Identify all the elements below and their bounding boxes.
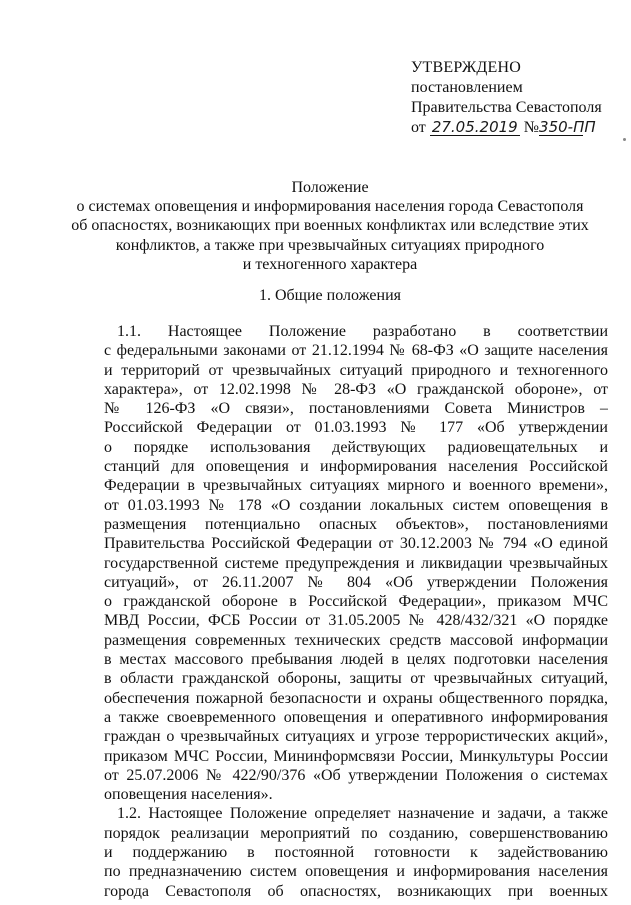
paragraph-line: ситуаций», от 26.11.2007 № 804 «Об утверждении Положения <box>104 573 608 591</box>
paragraph-line: государственной системе предупреждения и ликвидации чрезвычайных <box>104 554 608 572</box>
paragraph-line: МВД России, ФСБ России от 31.05.2005 № 428/432/321 «О порядке <box>104 612 608 630</box>
paragraph-line: № 126-ФЗ «О связи», постановлениями Совета Министров – <box>104 400 608 418</box>
paragraph-line: станций для оповещения и информирования населения Российской <box>104 458 608 476</box>
title-line: об опасностях, возникающих при военных конфликтах или вследствие этих <box>71 217 589 235</box>
paragraph-line: в местах массового пребывания людей в целях подготовки населения <box>104 651 608 669</box>
approval-block <box>411 58 602 138</box>
paragraph-line: в области гражданской обороны, защиты от чрезвычайных ситуаций, <box>104 670 608 688</box>
paragraph-line: размещения потенциально опасных объектов», постановлениями <box>104 515 608 533</box>
paragraph-line: размещения современных технических средств массовой информации <box>104 631 608 649</box>
paragraph-line: от 01.03.1993 № 178 «О создании локальных систем оповещения в <box>104 496 608 514</box>
body-text <box>104 322 608 901</box>
paragraph-line: Правительства Российской Федерации от 30.12.2003 № 794 «О единой <box>104 535 608 553</box>
handwritten-number: 350-ПП <box>539 118 596 136</box>
paragraph-line: Федерации в чрезвычайных ситуациях мирного и военного времени», <box>104 477 608 495</box>
section-heading: 1. Общие положения <box>258 287 402 304</box>
paragraph-line: граждан о чрезвычайных ситуациях и угрозе террористических акций», <box>104 728 608 746</box>
number-prefix: № <box>523 119 540 136</box>
paragraph-line: 1.2. Настоящее Положение определяет назначение и задачи, а также <box>117 805 608 823</box>
paragraph-line: от 25.07.2006 № 422/90/376 «Об утверждении Положения о системах <box>104 766 608 784</box>
paragraph-line: города Севастополя об опасностях, возникающих при военных <box>104 882 608 900</box>
paragraph-line: и поддержанию в постоянной готовности к задействованию <box>104 844 608 862</box>
paragraph-line: приказом МЧС России, Мининформсвязи России, Минкультуры России <box>104 747 608 765</box>
paragraph-line: о гражданской обороне в Российской Федерации», приказом МЧС <box>104 593 608 611</box>
approval-date-line <box>411 118 602 138</box>
paragraph-line: о порядке использования действующих радиовещательных и <box>104 438 608 456</box>
title-line: о системах оповещения и информирования населения города Севастополя <box>76 198 584 216</box>
paragraph-line: и территорий от чрезвычайных ситуаций природного и техногенного <box>104 361 608 379</box>
paragraph-line: обеспечения пожарной безопасности и охраны общественного порядка, <box>104 689 608 707</box>
approval-line-2: Правительства Севастополя <box>411 99 602 116</box>
paragraph-line: характера», от 12.02.1998 № 28-ФЗ «О гражданской обороне», от <box>104 380 608 398</box>
paragraph-line: по предназначению систем оповещения и информирования населения <box>104 863 608 881</box>
paragraph-line: Российской Федерации от 01.03.1993 № 177 «Об утверждении <box>104 419 608 437</box>
title-line: и техногенного характера <box>242 255 418 273</box>
approval-heading: УТВЕРЖДЕНО <box>411 59 522 76</box>
paragraph-line: порядок реализации мероприятий по созданию, совершенствованию <box>104 824 608 842</box>
title-line: конфликтов, а также при чрезвычайных ситуациях природного <box>115 236 545 254</box>
paragraph-line: а также своевременного оповещения и оперативного информирования <box>104 708 608 726</box>
paragraph-line: оповещения населения». <box>104 786 273 804</box>
paragraph-line: с федеральными законами от 21.12.1994 № 68-ФЗ «О защите населения <box>104 342 608 360</box>
paragraph-line: 1.1. Настоящее Положение разработано в соответствии <box>117 323 608 340</box>
document-title <box>60 178 600 274</box>
approval-line-1: постановлением <box>411 79 523 96</box>
handwritten-date: 27.05.2019 <box>430 119 520 136</box>
title-line: Положение <box>291 179 369 196</box>
scan-speck <box>623 138 626 141</box>
date-prefix: от <box>411 119 426 136</box>
